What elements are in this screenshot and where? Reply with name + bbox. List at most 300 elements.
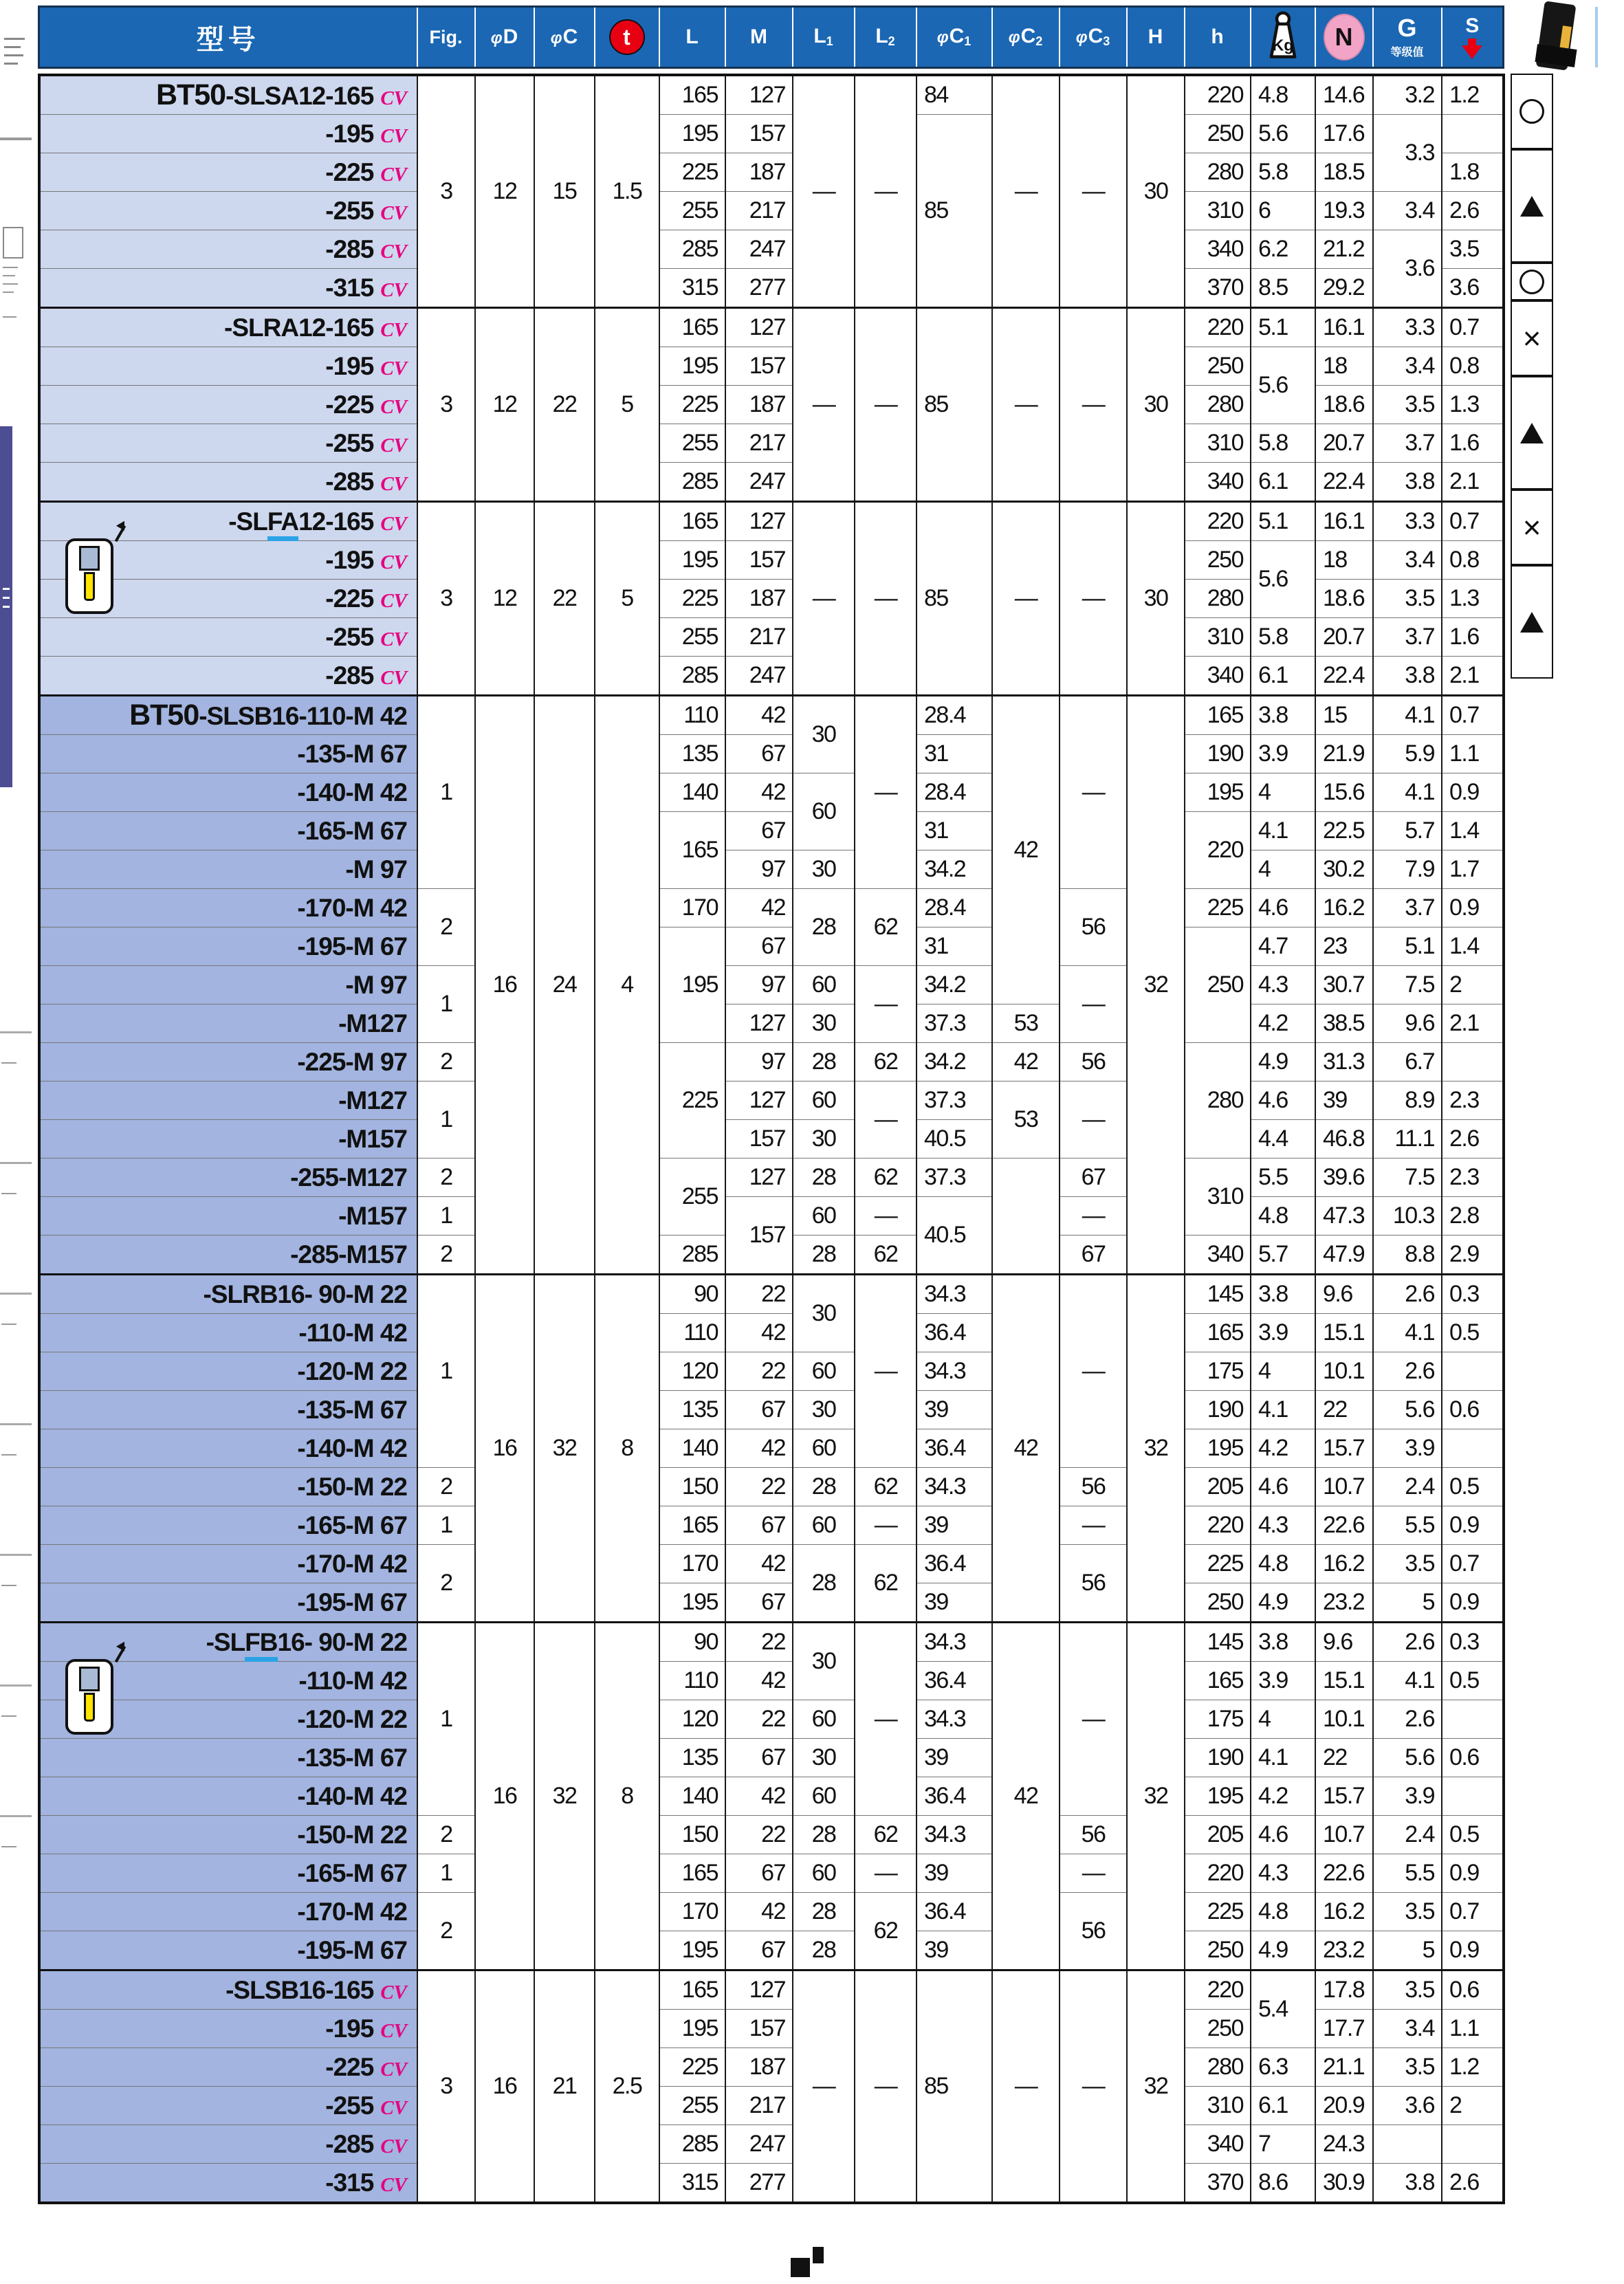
cell-phiC1: 39 [917,1391,992,1429]
cell-h: 145 [1185,1275,1251,1314]
cell-kg: 3.8 [1251,1275,1315,1314]
model-name: -285 [325,2129,374,2158]
margin-mark [3,597,10,599]
cell-kg: 4.3 [1251,1854,1315,1893]
cell-L: 285 [659,2125,725,2164]
cell-t: 8 [595,1623,659,1970]
table-row [39,347,1504,386]
cell-L: 150 [659,1468,725,1506]
cell-N: 47.3 [1315,1197,1373,1236]
cell-M: 22 [725,1700,793,1739]
cell-phiC3: — [1060,1275,1127,1468]
cell-S: 1.2 [1442,75,1504,115]
model-cell [39,541,417,580]
cell-M: 187 [725,2048,793,2087]
cell-L1: — [793,308,855,502]
header-phiD: φD [475,7,534,68]
cell-kg: 5.1 [1251,308,1315,347]
table-row [39,75,1504,115]
cell-fig: 3 [417,308,475,502]
cell-phiC3: — [1060,1854,1127,1893]
cell-G: 5 [1373,1583,1442,1623]
cell-S: 1.4 [1442,812,1504,850]
cell-phiC1: 36.4 [917,1662,992,1700]
table-row [39,735,1504,773]
model-cell [39,1275,417,1314]
cell-h: 190 [1185,735,1251,773]
margin-mark [3,588,10,590]
model-cell [39,1854,417,1893]
cell-M: 42 [725,696,793,735]
cell-kg: 4.8 [1251,75,1315,115]
table-row [39,463,1504,502]
cell-phiC1: 37.3 [917,1004,992,1043]
cell-N: 30.9 [1315,2164,1373,2204]
margin-mark [1,1062,17,1064]
cell-L2: — [855,1081,917,1159]
cell-L: 255 [659,1159,725,1236]
cell-N: 18 [1315,541,1373,580]
cell-phiC2: — [992,502,1060,696]
cell-kg: 3.8 [1251,696,1315,735]
cell-L1: 60 [793,1429,855,1468]
cell-L: 195 [659,347,725,386]
model-name: -285 [325,234,374,263]
cell-kg: 4.3 [1251,966,1315,1004]
cell-h: 220 [1185,1854,1251,1893]
model-name: -165-M 67 [297,1858,407,1887]
cell-h: 280 [1185,153,1251,192]
cell-G: 3.3 [1373,115,1442,192]
cell-fig: 2 [417,889,475,966]
cell-t: 5 [595,308,659,502]
cell-phiC1: 34.3 [917,1468,992,1506]
symbol-cell [1511,490,1553,565]
cell-phiC3: — [1060,308,1127,502]
cv-logo: CV [380,589,407,612]
cell-phiC3: — [1060,75,1127,308]
table-row [39,2125,1504,2164]
cell-S: 2.1 [1442,657,1504,696]
model-cell [39,966,417,1004]
cell-G: 5 [1373,1931,1442,1970]
margin-mark [1,1846,17,1847]
cell-kg: 4.1 [1251,812,1315,850]
cell-L: 165 [659,308,725,347]
cell-phiC1: 37.3 [917,1159,992,1197]
margin-mark [4,46,21,48]
cell-h: 190 [1185,1391,1251,1429]
cell-G: 3.2 [1373,75,1442,115]
cell-S: 1.4 [1442,927,1504,966]
model-name: -285 [325,467,374,496]
model-cell [39,1739,417,1777]
model-cell [39,463,417,502]
cell-h: 195 [1185,1429,1251,1468]
header-H: H [1127,7,1185,68]
cell-h: 225 [1185,1545,1251,1583]
cell-M: 127 [725,1159,793,1197]
cell-phiC1: 28.4 [917,773,992,812]
model-cell [39,1081,417,1120]
cell-phiC3: — [1060,502,1127,696]
cell-L1: 30 [793,1623,855,1700]
cell-M: 217 [725,2087,793,2125]
cv-logo: CV [380,472,407,495]
cell-kg: 4.7 [1251,927,1315,966]
cell-N: 16.2 [1315,889,1373,927]
cell-h: 220 [1185,812,1251,889]
cell-H: 32 [1127,1275,1185,1623]
cell-S [1442,1700,1504,1739]
cell-M: 67 [725,1583,793,1623]
cell-phiC3: — [1060,1623,1127,1816]
cell-N: 29.2 [1315,269,1373,308]
table-row [39,1159,1504,1197]
cell-kg: 6.1 [1251,657,1315,696]
cell-L1: 28 [793,1816,855,1854]
model-name: -285-M157 [290,1240,407,1269]
header-model: 型号 [39,7,417,68]
cell-L: 315 [659,2164,725,2204]
cell-M: 157 [725,2010,793,2048]
cell-phiC3: 56 [1060,1468,1127,1506]
cell-kg: 4.6 [1251,1468,1315,1506]
model-cell [39,2164,417,2204]
cell-t: 1.5 [595,75,659,308]
model-name: -315 [325,273,374,302]
cell-fig: 2 [417,1545,475,1623]
cell-N: 47.9 [1315,1236,1373,1275]
cell-N: 18.6 [1315,386,1373,424]
cell-phiC1: 39 [917,1931,992,1970]
cell-L2: 62 [855,889,917,966]
cell-L: 255 [659,192,725,230]
cell-L2: 62 [855,1043,917,1081]
cell-G: 8.9 [1373,1081,1442,1120]
cell-S: 3.6 [1442,269,1504,308]
cell-phiC1: 36.4 [917,1893,992,1931]
cell-L1: 30 [793,1275,855,1352]
cell-S [1442,1429,1504,1468]
cell-G: 2.4 [1373,1816,1442,1854]
cell-H: 30 [1127,502,1185,696]
cell-S: 0.9 [1442,889,1504,927]
cv-logo: CV [380,163,407,186]
cell-G: 3.5 [1373,1893,1442,1931]
cell-L: 225 [659,1043,725,1159]
cell-S: 1.3 [1442,386,1504,424]
model-name: -255 [325,622,374,651]
model-name: -165-M 67 [297,1511,407,1539]
model-name: -140-M 42 [297,1781,407,1810]
symbol-cell [1511,300,1553,376]
cell-M: 127 [725,1004,793,1043]
model-cell [39,347,417,386]
cell-M: 247 [725,2125,793,2164]
cell-N: 17.6 [1315,115,1373,153]
cell-kg: 6 [1251,192,1315,230]
cell-G: 7.5 [1373,966,1442,1004]
cell-H: 32 [1127,1623,1185,1970]
cell-kg: 8.5 [1251,269,1315,308]
cell-phiC1: 36.4 [917,1429,992,1468]
cell-L1: 30 [793,1120,855,1159]
cell-L: 255 [659,424,725,463]
logo-square-small [813,2247,824,2263]
cell-M: 67 [725,1391,793,1429]
cell-h: 175 [1185,1352,1251,1391]
table-row [39,230,1504,269]
margin-mark [1,1193,17,1194]
margin-mark [3,275,15,276]
symbol-cell [1511,565,1553,679]
table-row [39,1583,1504,1623]
cell-kg: 4.1 [1251,1391,1315,1429]
cell-N: 15.1 [1315,1662,1373,1700]
cell-L: 165 [659,812,725,889]
model-cell [39,1545,417,1583]
model-name: -225 [325,2052,374,2081]
cell-G: 3.7 [1373,618,1442,657]
cell-h: 340 [1185,1236,1251,1275]
cell-M: 22 [725,1275,793,1314]
model-cell [39,1468,417,1506]
table-row [39,269,1504,308]
cell-kg: 4.1 [1251,1739,1315,1777]
model-cell [39,75,417,115]
cell-phiC3: 56 [1060,1545,1127,1623]
cell-phiC1: 85 [917,115,992,308]
cell-M: 67 [725,1506,793,1545]
table-row [39,657,1504,696]
cell-fig: 3 [417,1970,475,2204]
cell-kg: 5.8 [1251,618,1315,657]
cell-kg: 4.9 [1251,1583,1315,1623]
cell-fig: 2 [417,1893,475,1970]
phi-symbol: φ [936,28,949,47]
table-row [39,1545,1504,1583]
cv-logo: CV [380,434,407,457]
model-cell [39,1043,417,1081]
model-name: -255 [325,428,374,457]
cell-N: 14.6 [1315,75,1373,115]
table-row [39,889,1504,927]
cell-N: 15 [1315,696,1373,735]
cell-S: 2.3 [1442,1081,1504,1120]
cell-phiC2: 42 [992,1623,1060,1970]
cell-G: 3.6 [1373,230,1442,308]
cell-kg: 3.9 [1251,1314,1315,1352]
cell-phiC: 24 [534,696,595,1275]
cv-logo: CV [380,666,407,689]
cv-logo: CV [380,2096,407,2119]
cell-S: 0.9 [1442,1931,1504,1970]
cell-S: 2.6 [1442,192,1504,230]
model-cell [39,1314,417,1352]
cell-phiC3: — [1060,1970,1127,2204]
cell-L: 165 [659,502,725,541]
cell-phiC1: 31 [917,927,992,966]
model-name: -225 [325,584,374,613]
cell-fig: 2 [417,1468,475,1506]
cell-h: 165 [1185,1314,1251,1352]
model-prefix: BT50 [129,699,199,732]
cell-L: 255 [659,2087,725,2125]
cell-G: 5.9 [1373,735,1442,773]
cell-phiD: 16 [475,1275,534,1623]
model-cell [39,1816,417,1854]
cell-G: 3.8 [1373,2164,1442,2204]
cell-G: 3.5 [1373,1970,1442,2010]
margin-divider [0,1162,32,1164]
spec-table-body [39,75,1504,2203]
margin-divider [0,1815,32,1817]
model-name: -225-M 97 [297,1047,407,1076]
cell-h: 165 [1185,696,1251,735]
cell-phiC: 32 [534,1275,595,1623]
cell-N: 18 [1315,347,1373,386]
cv-logo: CV [380,395,407,418]
cell-L1: 28 [793,1236,855,1275]
cell-L2: — [855,75,917,308]
cell-phiC1: 39 [917,1854,992,1893]
cell-kg: 4.8 [1251,1545,1315,1583]
cell-fig: 1 [417,1081,475,1159]
cell-N: 46.8 [1315,1120,1373,1159]
cell-N: 39 [1315,1081,1373,1120]
cell-L1: — [793,75,855,308]
model-name: -195 [325,545,374,574]
cv-logo: CV [380,201,407,224]
cell-phiC3: — [1060,1197,1127,1236]
cell-phiD: 12 [475,308,534,502]
cell-h: 250 [1185,1583,1251,1623]
model-name: -195 [325,2014,374,2043]
model-cell [39,2087,417,2125]
cell-M: 97 [725,850,793,889]
cell-S: 2.1 [1442,463,1504,502]
model-name: -140-M 42 [297,1434,407,1462]
cell-phiC1: 34.3 [917,1816,992,1854]
margin-divider [0,1554,32,1556]
cell-kg: 4.6 [1251,1816,1315,1854]
cell-phiD: 16 [475,1970,534,2204]
model-cell [39,192,417,230]
cell-M: 247 [725,657,793,696]
cell-phiC2: — [992,308,1060,502]
cell-L1: 28 [793,1043,855,1081]
coolant-underline: FA [267,507,298,541]
cell-G: 4.1 [1373,773,1442,812]
cell-L: 225 [659,153,725,192]
cell-L: 255 [659,618,725,657]
cell-S: 1.7 [1442,850,1504,889]
model-name: -120-M 22 [297,1357,407,1385]
cell-G: 3.6 [1373,2087,1442,2125]
table-row [39,1391,1504,1429]
cell-M: 247 [725,230,793,269]
table-row [39,1506,1504,1545]
header-kg [1251,7,1315,68]
cell-M: 67 [725,1931,793,1970]
cell-N: 9.6 [1315,1275,1373,1314]
cell-M: 22 [725,1468,793,1506]
cv-logo: CV [380,318,407,341]
cell-N: 15.6 [1315,773,1373,812]
model-cell [39,153,417,192]
cell-G [1373,2125,1442,2164]
cell-N: 24.3 [1315,2125,1373,2164]
cell-M: 42 [725,1893,793,1931]
margin-mark [1,1585,17,1586]
model-name: -225 [325,390,374,419]
cell-N: 9.6 [1315,1623,1373,1662]
cell-G: 3.4 [1373,541,1442,580]
cell-M: 97 [725,966,793,1004]
cell-S: 1.6 [1442,618,1504,657]
margin-mark [3,283,18,285]
model-name: -M157 [338,1201,407,1230]
cell-h: 280 [1185,386,1251,424]
cell-phiC1: 37.3 [917,1081,992,1120]
cell-S: 0.9 [1442,773,1504,812]
cell-N: 20.9 [1315,2087,1373,2125]
cell-N: 22.4 [1315,463,1373,502]
cell-N: 30.2 [1315,850,1373,889]
cell-kg: 5.8 [1251,153,1315,192]
header-row [39,7,1504,68]
cell-phiC: 15 [534,75,595,308]
cell-S: 0.5 [1442,1314,1504,1352]
cell-h: 310 [1185,2087,1251,2125]
triangle-symbol [1520,612,1544,633]
cell-H: 30 [1127,308,1185,502]
cell-M: 67 [725,1854,793,1893]
cell-phiC1: 39 [917,1739,992,1777]
cell-M: 247 [725,463,793,502]
cell-N: 19.3 [1315,192,1373,230]
cell-kg: 4.8 [1251,1893,1315,1931]
cell-N: 10.1 [1315,1700,1373,1739]
cell-L1: 60 [793,1700,855,1739]
cell-G: 5.7 [1373,812,1442,850]
model-name: -170-M 42 [297,893,407,922]
cell-N: 10.7 [1315,1816,1373,1854]
model-cell [39,1352,417,1391]
model-prefix: BT50 [155,78,226,111]
model-name: -M 97 [345,855,407,883]
cell-G: 4.1 [1373,696,1442,735]
cell-S: 0.5 [1442,1662,1504,1700]
spec-table [38,74,1505,2204]
cell-L1: 28 [793,1159,855,1197]
cv-logo: CV [380,240,407,263]
cell-fig: 3 [417,502,475,696]
cell-h: 250 [1185,927,1251,1043]
cell-M: 157 [725,541,793,580]
cell-h: 165 [1185,1662,1251,1700]
cv-logo: CV [380,551,407,573]
cell-G: 4.1 [1373,1662,1442,1700]
cell-L2: — [855,1623,917,1816]
cell-kg: 6.1 [1251,463,1315,502]
table-row [39,1043,1504,1081]
coolant-through-icon [65,538,113,614]
cell-kg: 4.9 [1251,1043,1315,1081]
cell-L: 140 [659,773,725,812]
cell-phiC3: — [1060,1081,1127,1159]
